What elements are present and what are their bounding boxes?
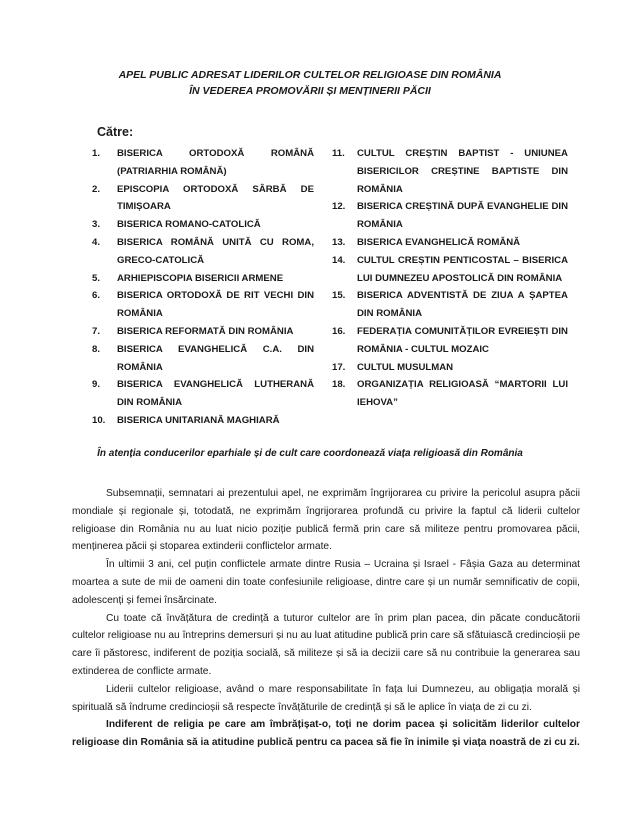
title-line-1: APEL PUBLIC ADRESAT LIDERILOR CULTELOR RELIGIOASE DIN ROMÂNIA <box>118 69 502 81</box>
list-item: 17. CULTUL MUSULMAN <box>332 361 454 373</box>
list-item: 2. EPISCOPIA ORTODOXĂ SÂRBĂ DE TIMIȘOARA <box>92 183 314 213</box>
list-item: 8. BISERICA EVANGHELICĂ C.A. DIN ROMÂNIA <box>92 343 314 373</box>
list-item: 10. BISERICA UNITARIANĂ MAGHIARĂ <box>92 414 280 426</box>
paragraph: Subsemnații, semnatari ai prezentului apel, ne exprimăm îngrijorarea cu privire la pericolul asupra păcii mondiale și regionale și, totodată, ne exprimăm îngrijorarea profundă cu privire la faptul că liderii cultelor religioase din România nu au luat nicio poziție publică fermă prin care să militeze pentru promovarea păcii, menținerea păcii și stoparea extinderii conflictelor armate. <box>72 488 580 553</box>
list-item: 15. BISERICA ADVENTISTĂ DE ZIUA A ȘAPTEA DIN ROMÂNIA <box>332 290 568 320</box>
list-item: 11. CULTUL CREȘTIN BAPTIST - UNIUNEA BISERICILOR CREȘTINE BAPTISTE DIN ROMÂNIA <box>332 148 568 195</box>
recipients-label: Către: <box>97 125 134 139</box>
attention-line: În atenția conducerilor eparhiale și de cult care coordonează viața religioasă din România <box>97 448 523 459</box>
paragraph-emphasis: Indiferent de religia pe care am îmbrățișat-o, toți ne dorim pacea și solicităm liderilor cultelor religioase din România să ia atitudine publică pentru ca pacea să fie în inimile și viața noastră de zi cu zi. <box>72 719 580 749</box>
paragraph: Cu toate că învățătura de credință a tuturor cultelor are în prim plan pacea, din păcate conducătorii cultelor religioase nu au întreprins demersuri și nu au luat atitudine publică prin care să sfătuiască credincioșii pe care îi păstoresc, indiferent de poziția socială, să militeze și să ia decizii care să nu contribuie la generarea sau extinderea de conflicte armate. <box>72 612 580 677</box>
list-item: 7. BISERICA REFORMATĂ DIN ROMÂNIA <box>92 325 294 337</box>
list-item: 4. BISERICA ROMÂNĂ UNITĂ CU ROMA, GRECO-CATOLICĂ <box>92 236 314 266</box>
recipients-list-right <box>332 145 568 412</box>
list-item: 5. ARHIEPISCOPIA BISERICII ARMENE <box>92 272 284 284</box>
list-item: 3. BISERICA ROMANO-CATOLICĂ <box>92 219 261 231</box>
title-line-2: ÎN VEDEREA PROMOVĂRII ȘI MENȚINERII PĂCII <box>189 85 431 97</box>
list-item: 9. BISERICA EVANGHELICĂ LUTHERANĂ DIN ROMÂNIA <box>92 379 314 409</box>
recipients-list-left <box>92 145 314 430</box>
paragraph: Liderii cultelor religioase, având o mare responsabilitate în fața lui Dumnezeu, au obligația morală și spirituală să îndrume credincioșii să respecte învățăturile de credință și să le aplice în viața de zi cu zi. <box>72 683 580 713</box>
list-item: 12. BISERICA CREȘTINĂ DUPĂ EVANGHELIE DIN ROMÂNIA <box>332 201 568 231</box>
list-item: 18. ORGANIZAȚIA RELIGIOASĂ “MARTORII LUI IEHOVA” <box>332 379 568 409</box>
list-item: 1. BISERICA ORTODOXĂ ROMÂNĂ (PATRIARHIA ROMÂNĂ) <box>92 148 314 177</box>
appeal-body <box>72 485 580 752</box>
paragraph: În ultimii 3 ani, cel puțin conflictele armate dintre Rusia – Ucraina și Israel - Fâșia Gaza au determinat moartea a sute de mii de oameni din toate confesiunile religioase, dintre care și un număr semnificativ de copii, adolescenți și femei însărcinate. <box>72 559 580 606</box>
list-item: 16. FEDERAȚIA COMUNITĂȚILOR EVREIEȘTI DIN ROMÂNIA - CULTUL MOZAIC <box>332 325 568 355</box>
list-item: 13. BISERICA EVANGHELICĂ ROMÂNĂ <box>332 236 521 248</box>
list-item: 6. BISERICA ORTODOXĂ DE RIT VECHI DIN ROMÂNIA <box>92 290 314 320</box>
document-title <box>40 67 580 99</box>
list-item: 14. CULTUL CREȘTIN PENTICOSTAL – BISERICA LUI DUMNEZEU APOSTOLICĂ DIN ROMÂNIA <box>332 254 568 284</box>
